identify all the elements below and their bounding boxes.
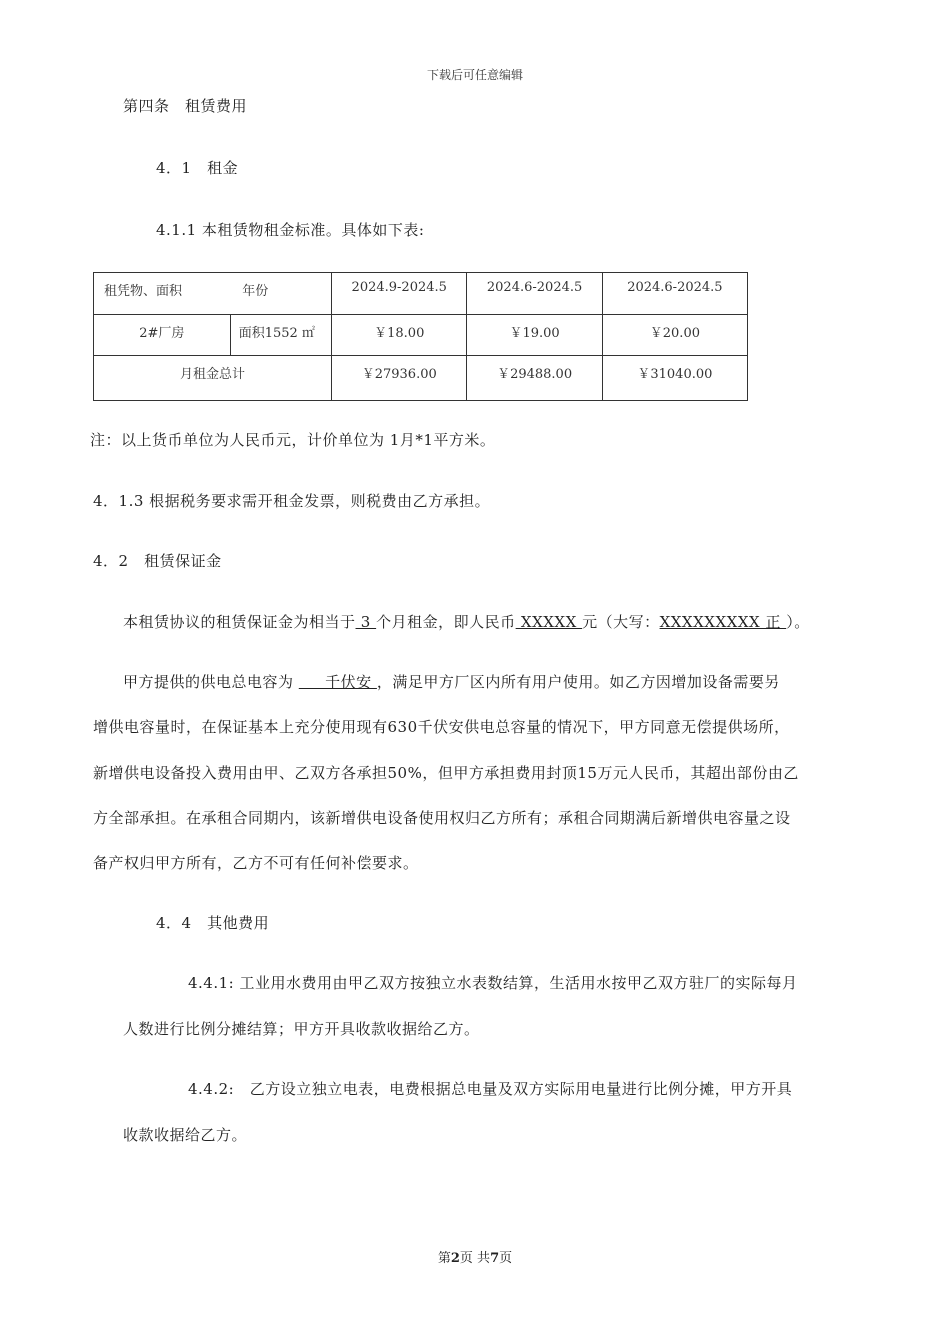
header-item-area: 租凭物、面积 [104,284,183,299]
header-period-3: 2024.6-2024.5 [627,280,723,295]
currency-note: 注：以上货币单位为人民币元，计价单位为 1月*1平方米。 [90,431,496,449]
deposit-paragraph: 本租赁协议的租赁保证金为相当于 3 个月租金，即人民币 XXXXX 元（大写：XXXXXXXXX 正 ）。 [123,613,810,631]
row-price-3: ￥20.00 [649,326,700,341]
section-4-1-3-text: 4．1.3 根据税务要求需开租金发票，则税费由乙方承担。 [93,492,491,510]
header-year: 年份 [242,284,269,299]
section-4-4-1-line-1: 4.4.1: 工业用水费用由甲乙双方按独立水表数结算，生活用水按甲乙双方驻厂的实际每月 [188,974,798,992]
section-4-4-1-line-2: 人数进行比例分摊结算；甲方开具收款收据给乙方。 [123,1020,480,1038]
article-title: 第四条 租赁费用 [123,97,248,115]
total-3: ￥31040.00 [637,367,713,382]
row-price-2: ￥19.00 [509,326,560,341]
deposit-amount-upper: XXXXXXXXX 正 [659,613,787,631]
table-row [94,315,748,356]
row-building: 2#厂房 [139,326,185,341]
power-capacity-blank: 千伏安 [298,673,377,691]
power-paragraph-line-3: 新增供电设备投入费用由甲、乙双方各承担50%，但甲方承担费用封顶15万元人民币，其超出部份由乙 [93,764,799,782]
row-monthly-total-label: 月租金总计 [180,367,246,382]
section-4-1-heading: 4．1 租金 [156,159,239,177]
deposit-months: 3 [355,613,377,631]
page-footer: 第2页 共7页 [437,1251,513,1266]
total-1: ￥27936.00 [361,367,437,382]
watermark-header: 下载后可任意编辑 [426,68,523,82]
total-2: ￥29488.00 [497,367,573,382]
section-4-2-heading: 4．2 租赁保证金 [93,552,222,570]
rent-table [93,272,748,401]
power-paragraph-line-5: 备产权归甲方所有，乙方不可有任何补偿要求。 [93,854,419,872]
section-4-4-2-line-2: 收款收据给乙方。 [123,1126,248,1144]
table-header-row [94,273,748,315]
section-4-1-1-text: 4.1.1 本租赁物租金标准。具体如下表: [156,221,425,239]
deposit-amount: XXXXX [515,613,583,631]
table-row [94,356,748,401]
section-4-4-heading: 4．4 其他费用 [156,914,270,932]
power-paragraph-line-2: 增供电容量时，在保证基本上充分使用现有630千伏安供电总容量的情况下，甲方同意无偿提供场所， [93,718,790,736]
total-page-number: 7 [490,1251,500,1266]
section-4-4-2-line-1: 4.4.2: 乙方设立独立电表，电费根据总电量及双方实际用电量进行比例分摊，甲方开具 [188,1080,793,1098]
power-paragraph-line-1: 甲方提供的供电总电容为 千伏安 ，满足甲方厂区内所有用户使用。如乙方因增加设备需要另 [123,673,780,691]
header-period-1: 2024.9-2024.5 [351,280,447,295]
table-header-cell [94,273,332,315]
header-period-2: 2024.6-2024.5 [486,280,583,295]
current-page-number: 2 [450,1251,460,1266]
row-area: 面积1552 ㎡ [238,326,315,341]
power-paragraph-line-4: 方全部承担。在承租合同期内，该新增供电设备使用权归乙方所有；承租合同期满后新增供电容量之设 [93,809,791,827]
row-price-1: ￥18.00 [374,326,425,341]
